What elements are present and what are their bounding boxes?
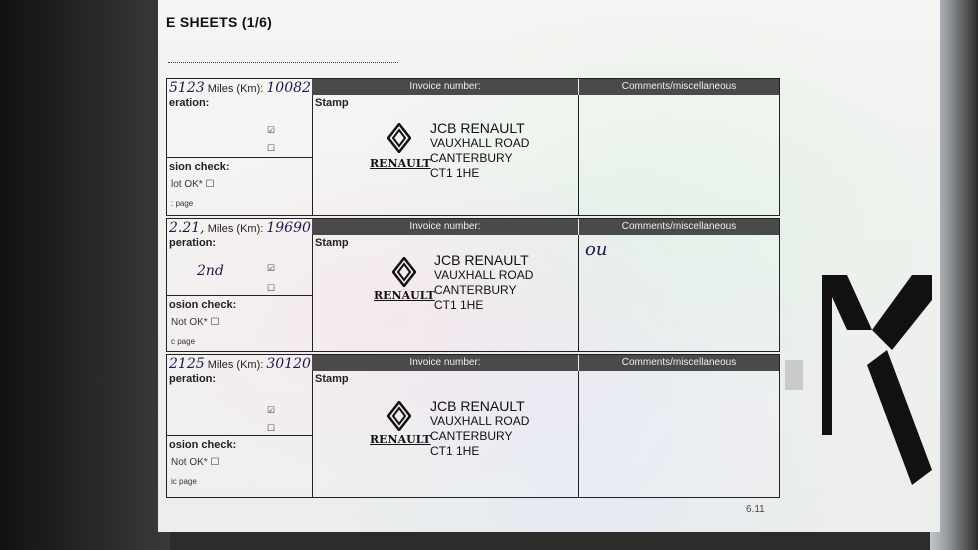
operation-label: peration: — [169, 237, 217, 249]
comments-header-1: Comments/miscellaneous — [579, 79, 779, 95]
checkbox-checked-icon: ☑ — [267, 405, 276, 415]
comments-cell-1 — [579, 95, 779, 215]
row-divider — [167, 157, 312, 158]
not-ok-field: Not OK* ☐ — [171, 317, 220, 328]
stamp-column-3 — [312, 371, 579, 497]
operation-column-1 — [167, 95, 313, 215]
comments-header-3: Comments/miscellaneous — [579, 355, 779, 371]
checkbox-checked-icon: ☑ — [267, 263, 276, 273]
operation-column-2 — [167, 235, 313, 351]
operation-label: eration: — [169, 97, 210, 109]
invoice-header-2: Invoice number: — [312, 219, 578, 235]
stamp-column-2 — [312, 235, 579, 351]
comments-header-2: Comments/miscellaneous — [579, 219, 779, 235]
invoice-header-3: Invoice number: — [312, 355, 578, 371]
operation-label: peration: — [169, 373, 217, 385]
page-edge-tab — [785, 360, 803, 390]
mileage-line-3: 2125 Miles (Km): 30120 — [169, 356, 311, 372]
brand-logo-icon — [812, 270, 932, 490]
stamp-address-3: JCB RENAULT VAUXHALL ROAD CANTERBURY CT1 1HE — [430, 398, 530, 458]
page-ref: ic page — [171, 477, 197, 486]
stamp-address-1: JCB RENAULT VAUXHALL ROAD CANTERBURY CT1 1HE — [430, 120, 530, 180]
not-ok-field: Not OK* ☐ — [171, 457, 220, 468]
renault-diamond-icon — [387, 401, 411, 431]
handwritten-note: 2nd — [197, 263, 224, 279]
comments-cell-2 — [579, 235, 779, 351]
mileage-line-1: 5123 Miles (Km): 10082 — [169, 80, 311, 96]
row-divider — [167, 435, 312, 436]
handwritten-comment: ou — [585, 239, 608, 260]
not-ok-field: lot OK* ☐ — [171, 179, 215, 190]
service-entry-2 — [166, 218, 780, 352]
check-label: osion check: — [169, 299, 237, 311]
renault-diamond-icon — [387, 123, 411, 153]
row-divider — [167, 295, 312, 296]
stamp-address-2: JCB RENAULT VAUXHALL ROAD CANTERBURY CT1 1HE — [434, 252, 534, 312]
operation-column-3 — [167, 371, 313, 497]
monitor-bezel-bottom — [170, 530, 930, 550]
checkbox-icon: ☐ — [267, 143, 276, 153]
check-label: osion check: — [169, 439, 237, 451]
page-number: 6.11 — [746, 504, 765, 515]
invoice-header-1: Invoice number: — [312, 79, 578, 95]
page-title: E SHEETS (1/6) — [166, 14, 273, 30]
page-ref: : page — [171, 199, 194, 208]
renault-wordmark: RENAULT — [370, 157, 431, 170]
signature-dotted-line — [168, 62, 398, 63]
service-entry-3 — [166, 354, 780, 498]
renault-wordmark: RENAULT — [374, 289, 435, 302]
checkbox-icon: ☐ — [267, 283, 276, 293]
page-ref: c page — [171, 337, 196, 346]
stamp-label: Stamp — [315, 237, 349, 249]
stamp-label: Stamp — [315, 97, 349, 109]
service-entry-1 — [166, 78, 780, 216]
stamp-label: Stamp — [315, 373, 349, 385]
comments-cell-3 — [579, 371, 779, 497]
renault-wordmark: RENAULT — [370, 433, 431, 446]
mileage-line-2: 2.21, Miles (Km): 19690 — [169, 220, 311, 236]
stamp-column-1 — [312, 95, 579, 215]
renault-diamond-icon — [392, 257, 416, 287]
checkbox-icon: ☐ — [267, 423, 276, 433]
monitor-bezel-left — [0, 0, 170, 550]
check-label: sion check: — [169, 161, 230, 173]
checkbox-checked-icon: ☑ — [267, 125, 276, 135]
